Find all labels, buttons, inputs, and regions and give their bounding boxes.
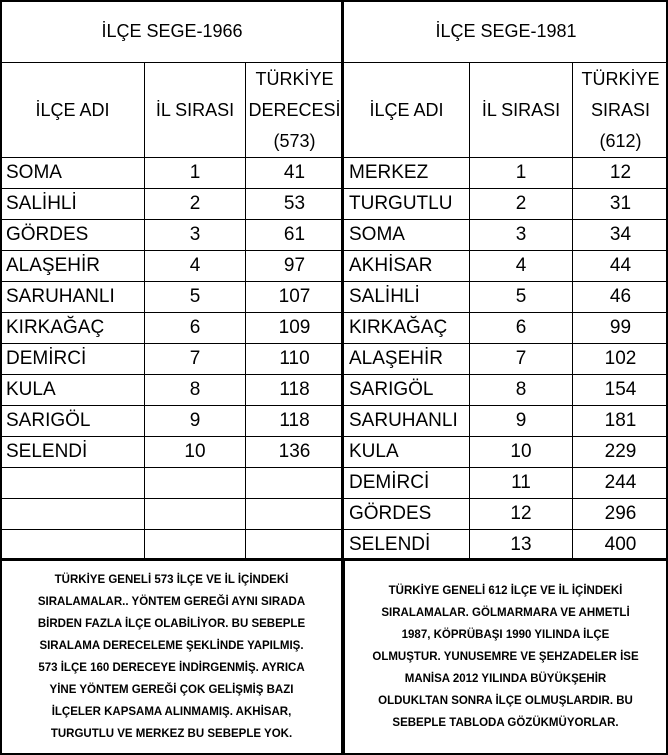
turkey-rank-cell: 110 [246, 344, 344, 375]
table-row [344, 313, 668, 344]
district-name-cell [1, 499, 145, 530]
province-rank-cell: 2 [470, 189, 573, 220]
turkey-rank-cell: 102 [573, 344, 668, 375]
province-rank-cell: 11 [470, 468, 573, 499]
column-header-province-rank: İL SIRASI [145, 63, 246, 158]
table-row [1, 530, 344, 561]
district-name-cell: GÖRDES [344, 499, 470, 530]
district-name-cell: SARIGÖL [344, 375, 470, 406]
sege-1981-panel [343, 0, 668, 755]
table-row [1, 344, 344, 375]
table-row [344, 530, 668, 561]
province-rank-cell: 2 [145, 189, 246, 220]
province-rank-cell: 3 [470, 220, 573, 251]
turkey-rank-cell: 97 [246, 251, 344, 282]
table-row [344, 406, 668, 437]
column-header-name: İLÇE ADI [344, 63, 470, 158]
table-row [344, 189, 668, 220]
table-row [344, 437, 668, 468]
turkey-rank-cell: 136 [246, 437, 344, 468]
turkey-rank-cell: 12 [573, 158, 668, 189]
province-rank-cell [145, 468, 246, 499]
district-name-cell: TURGUTLU [344, 189, 470, 220]
column-header-turkey-degree: TÜRKİYE DERECESİ (573) [246, 63, 344, 158]
turkey-rank-cell [246, 499, 344, 530]
province-rank-cell: 7 [470, 344, 573, 375]
district-name-cell: SARUHANLI [344, 406, 470, 437]
table-row [344, 375, 668, 406]
turkey-rank-cell: 53 [246, 189, 344, 220]
table-row [1, 468, 344, 499]
district-name-cell: SALİHLİ [1, 189, 145, 220]
table-row [1, 499, 344, 530]
province-rank-cell: 1 [470, 158, 573, 189]
province-rank-cell: 8 [145, 375, 246, 406]
table-row [1, 220, 344, 251]
table-row [1, 282, 344, 313]
table-row [1, 406, 344, 437]
province-rank-cell: 4 [470, 251, 573, 282]
turkey-rank-cell: 31 [573, 189, 668, 220]
turkey-rank-cell: 107 [246, 282, 344, 313]
district-name-cell [1, 468, 145, 499]
column-header-turkey-rank: TÜRKİYE SIRASI (612) [573, 63, 668, 158]
sege-1966-table [0, 0, 344, 561]
district-name-cell: ALAŞEHİR [1, 251, 145, 282]
turkey-rank-cell: 118 [246, 375, 344, 406]
table-row [344, 499, 668, 530]
district-name-cell: DEMİRCİ [1, 344, 145, 375]
table-row [1, 375, 344, 406]
province-rank-cell: 7 [145, 344, 246, 375]
turkey-rank-cell: 34 [573, 220, 668, 251]
district-name-cell: KULA [344, 437, 470, 468]
turkey-rank-cell: 118 [246, 406, 344, 437]
province-rank-cell: 9 [470, 406, 573, 437]
province-rank-cell: 10 [470, 437, 573, 468]
column-header-name: İLÇE ADI [1, 63, 145, 158]
province-rank-cell: 6 [470, 313, 573, 344]
district-name-cell: SELENDİ [1, 437, 145, 468]
province-rank-cell: 5 [470, 282, 573, 313]
district-name-cell: SOMA [344, 220, 470, 251]
sege-1981-table [343, 0, 668, 561]
table-row [344, 251, 668, 282]
district-name-cell: KIRKAĞAÇ [1, 313, 145, 344]
table-row [344, 220, 668, 251]
table-row [1, 313, 344, 344]
province-rank-cell: 6 [145, 313, 246, 344]
district-name-cell: SARUHANLI [1, 282, 145, 313]
turkey-rank-cell: 244 [573, 468, 668, 499]
district-name-cell: ALAŞEHİR [344, 344, 470, 375]
district-name-cell [1, 530, 145, 561]
turkey-rank-cell: 109 [246, 313, 344, 344]
province-rank-cell: 12 [470, 499, 573, 530]
table-row [344, 344, 668, 375]
turkey-rank-cell: 41 [246, 158, 344, 189]
sege-1966-note: TÜRKİYE GENELİ 573 İLÇE VE İL İÇİNDEKİ SIRALAMALAR.. YÖNTEM GEREĞİ AYNI SIRADA BİRDEN FAZLA İLÇE OLABİLİYOR. BU SEBEPLE SIRALAMA DERECELEME ŞEKLİNDE YAPILMIŞ. 573 İLÇE 160 DERECEYE İNDİRGENMİŞ. AYRICA YİNE YÖNTEM GEREĞİ ÇOK GELİŞMİŞ BAZI İLÇELER KAPSAMA ALINMAMIŞ. AKHİSAR, TURGUTLU VE MERKEZ BU SEBEPLE YOK. [0, 558, 343, 755]
province-rank-cell: 8 [470, 375, 573, 406]
column-header-province-rank: İL SIRASI [470, 63, 573, 158]
table-row [344, 468, 668, 499]
turkey-rank-cell: 44 [573, 251, 668, 282]
table-row [344, 158, 668, 189]
district-name-cell: MERKEZ [344, 158, 470, 189]
turkey-rank-cell: 154 [573, 375, 668, 406]
province-rank-cell: 1 [145, 158, 246, 189]
sege-1966-title: İLÇE SEGE-1966 [1, 1, 344, 63]
district-name-cell: GÖRDES [1, 220, 145, 251]
turkey-rank-cell: 99 [573, 313, 668, 344]
district-name-cell: KULA [1, 375, 145, 406]
sege-1981-note: TÜRKİYE GENELİ 612 İLÇE VE İL İÇİNDEKİ SIRALAMALAR. GÖLMARMARA VE AHMETLİ 1987, KÖPRÜBAŞI 1990 YILINDA İLÇE OLMUŞTUR. YUNUSEMRE VE ŞEHZADELER İSE MANİSA 2012 YILINDA BÜYÜKŞEHİR OLDUKLTAN SONRA İLÇE OLMUŞLARDIR. BU SEBEPLE TABLODA GÖZÜKMÜYORLAR. [343, 558, 668, 755]
table-row [1, 158, 344, 189]
table-row [1, 437, 344, 468]
turkey-rank-cell [246, 530, 344, 561]
turkey-rank-cell: 46 [573, 282, 668, 313]
table-row [344, 282, 668, 313]
province-rank-cell [145, 499, 246, 530]
province-rank-cell: 13 [470, 530, 573, 561]
district-name-cell: SELENDİ [344, 530, 470, 561]
province-rank-cell [145, 530, 246, 561]
district-name-cell: SARIGÖL [1, 406, 145, 437]
turkey-rank-cell: 296 [573, 499, 668, 530]
district-name-cell: DEMİRCİ [344, 468, 470, 499]
panel-divider [341, 0, 344, 755]
turkey-rank-cell: 181 [573, 406, 668, 437]
table-row [1, 251, 344, 282]
district-name-cell: AKHİSAR [344, 251, 470, 282]
sege-1981-title: İLÇE SEGE-1981 [344, 1, 668, 63]
province-rank-cell: 10 [145, 437, 246, 468]
turkey-rank-cell [246, 468, 344, 499]
district-name-cell: KIRKAĞAÇ [344, 313, 470, 344]
province-rank-cell: 5 [145, 282, 246, 313]
district-name-cell: SOMA [1, 158, 145, 189]
province-rank-cell: 4 [145, 251, 246, 282]
district-name-cell: SALİHLİ [344, 282, 470, 313]
table-row [1, 189, 344, 220]
turkey-rank-cell: 229 [573, 437, 668, 468]
turkey-rank-cell: 400 [573, 530, 668, 561]
turkey-rank-cell: 61 [246, 220, 344, 251]
province-rank-cell: 9 [145, 406, 246, 437]
province-rank-cell: 3 [145, 220, 246, 251]
